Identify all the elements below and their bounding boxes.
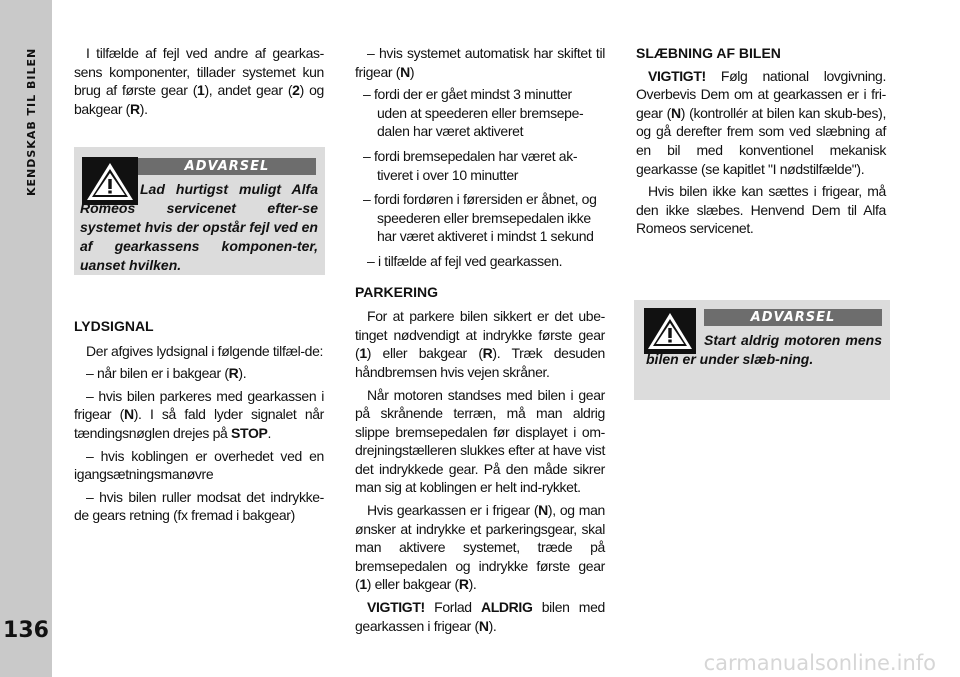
frigear-intro: – hvis systemet automatisk har skiftet til frigear (N) xyxy=(355,45,605,80)
gearbox-fault-paragraph: I tilfælde af fejl ved andre af gearkas-sens komponenter, tillader systemet kun brug af første gear (1), andet gear (2) og bakgear (R). xyxy=(74,45,324,117)
warning-tag: ADVARSEL xyxy=(138,158,316,175)
column-2 xyxy=(355,44,605,639)
list-item: – hvis koblingen er overhedet ved en igangsætningsmanøvre xyxy=(74,447,324,483)
warning-text: Start aldrig motoren mens bilen er under slæb-ning. xyxy=(646,332,882,367)
lydsignal-heading: LYDSIGNAL xyxy=(74,318,154,334)
slaebning-heading: SLÆBNING AF BILEN xyxy=(636,45,781,61)
slaebning-paragraph-1: VIGTIGT! Følg national lovgivning. Overbevis Dem om at gearkassen er i fri-gear (N) (kontrollér at bilen kan skub-bes), og gå derefter frem som ved slæbning af en bil med konventionel mekanisk gearkasse (se kapitlet "I nødstilfælde"). xyxy=(636,67,886,177)
list-item: – fordi bremsepedalen har været ak-tiveret i over 10 minutter xyxy=(363,147,578,183)
slaebning-paragraph-2: Hvis bilen ikke kan sættes i frigear, må den ikke slæbes. Henvend Dem til Alfa Romeos servicenet. xyxy=(636,183,886,237)
chapter-sidebar xyxy=(0,0,52,677)
column-1 xyxy=(74,44,324,122)
parkering-paragraph-1: For at parkere bilen sikkert er det ube-tinget nødvendigt at indrykke første gear (1) eller bakgear (R). Træk desuden håndbremsen hvis vejen skråner. xyxy=(355,308,605,380)
warning-box-1 xyxy=(74,147,325,275)
warning-text: Lad hurtigst muligt Alfa Romeos servicenet efter-se systemet hvis der opstår fejl ved en af gearkassens komponen-ter, uanset hvilken. xyxy=(80,181,318,273)
page-number: 136 xyxy=(3,618,49,643)
watermark: carmanualsonline.info xyxy=(703,651,936,675)
parkering-heading: PARKERING xyxy=(355,283,438,300)
warning-tag: ADVARSEL xyxy=(704,309,882,326)
parkering-paragraph-3: Hvis gearkassen er i frigear (N), og man ønsker at indrykke et parkeringsgear, skal man aktivere systemet, træde på bremsepedalen og indrykke første gear (1) eller bakgear (R). xyxy=(355,502,605,593)
lydsignal-intro: Der afgives lydsignal i følgende tilfæl-de: xyxy=(86,342,324,359)
list-item: – når bilen er i bakgear (R). xyxy=(86,365,247,382)
list-item: – i tilfælde af fejl ved gearkassen. xyxy=(367,252,563,269)
parkering-paragraph-2: Når motoren standses med bilen i gear på skrånende terræn, må man aldrig slippe bremsepedalen før displayet i om-drejningstælleren slukkes efter at have vist det indrykkede gear. På den måde sikrer man sig at koblingen er helt ind-rykket. xyxy=(355,386,605,496)
list-item: – hvis bilen parkeres med gearkassen i frigear (N). I så fald lyder signalet når tændingsnøglen drejes på STOP. xyxy=(74,387,324,441)
list-item: – hvis bilen ruller modsat det indrykke-de gears retning (fx fremad i bakgear) xyxy=(74,488,324,524)
list-item: – fordi fordøren i førersiden er åbnet, og speederen eller bremsepedalen ikke har været aktiveret i mindst 1 sekund xyxy=(363,191,597,245)
parkering-paragraph-4: VIGTIGT! Forlad ALDRIG bilen med gearkassen i frigear (N). xyxy=(355,599,605,634)
warning-box-2 xyxy=(634,300,890,400)
column-3 xyxy=(636,44,886,242)
lydsignal-section xyxy=(74,317,324,529)
chapter-title: KENDSKAB TIL BILEN xyxy=(25,48,38,197)
list-item: – fordi der er gået mindst 3 minutter uden at speederen eller bremsepe-dalen har været aktiveret xyxy=(363,86,584,140)
